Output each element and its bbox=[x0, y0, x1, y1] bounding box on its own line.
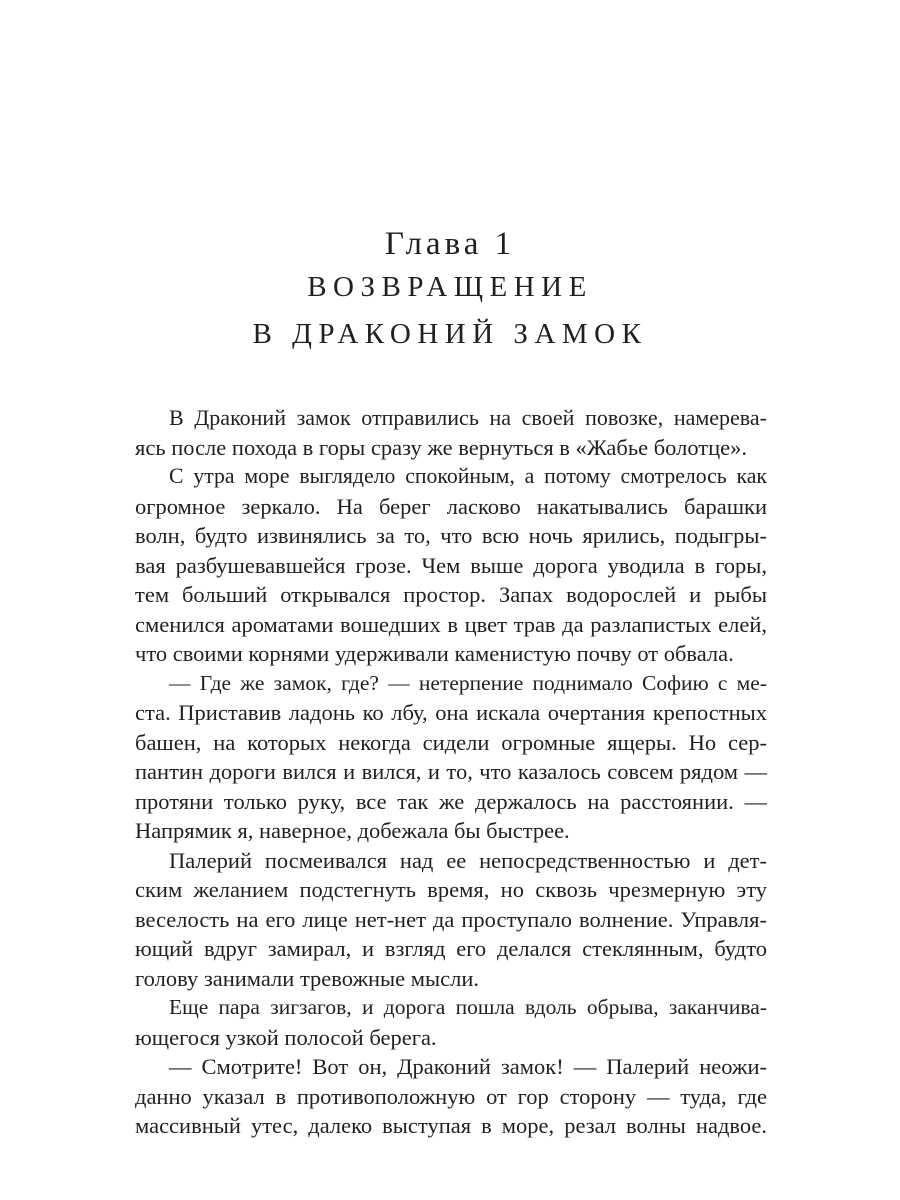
text-line: волн, будто извинялись за то, что всю ночь ярились, подыгры- bbox=[135, 523, 767, 548]
text-line: голову занимали тревожные мысли. bbox=[135, 965, 480, 991]
text-line: В Драконий замок отправились на своей повозке, намерева- bbox=[169, 405, 767, 430]
text-line: тем больший открывался простор. Запах водорослей и рыбы bbox=[135, 582, 767, 607]
text-line: что своими корнями удерживали каменистую почву от обвала. bbox=[135, 641, 734, 666]
text-line: массивный утес, далеко выступая в море, резал волны надвое. bbox=[135, 1113, 767, 1138]
text-line: Палерий посмеивался над ее непосредственностью и дет- bbox=[169, 847, 767, 873]
text-line: ста. Приставив ладонь ко лбу, она искала очертания крепостных bbox=[135, 700, 767, 725]
chapter-title-line-1: ВОЗВРАЩЕНИЕ bbox=[307, 271, 593, 303]
chapter-title-line-2: В ДРАКОНИЙ ЗАМОК bbox=[252, 318, 648, 350]
text-line: протяни только руку, все так же держалось на расстоянии. — bbox=[135, 788, 767, 814]
text-line: — Где же замок, где? — нетерпение поднимало Софию с ме- bbox=[169, 670, 767, 695]
text-line: ющий вдруг замирал, и взгляд его делался стеклянным, будто bbox=[135, 936, 767, 961]
text-line: — Смотрите! Вот он, Драконий замок! — Палерий неожи- bbox=[169, 1054, 767, 1079]
chapter-body-text bbox=[135, 403, 767, 1141]
text-line: Напрямик я, наверное, добежала бы быстрее. bbox=[135, 818, 570, 843]
text-line: огромное зеркало. На берег ласково накатывались барашки bbox=[135, 493, 767, 519]
text-line: вая разбушевавшейся грозе. Чем выше дорога уводила в горы, bbox=[135, 552, 767, 578]
text-line: ским желанием подстегнуть время, но сквозь чрезмерную эту bbox=[135, 877, 767, 902]
text-line: ющегося узкой полосой берега. bbox=[135, 1024, 437, 1050]
text-line: ясь после похода в горы сразу же вернуться в «Жабье болотце». bbox=[135, 434, 748, 460]
text-line: сменился ароматами вошедших в цвет трав да разлапистых елей, bbox=[135, 611, 767, 637]
text-line: С утра море выглядело спокойным, а потому смотрелось как bbox=[169, 464, 767, 488]
text-line: веселость на его лице нет-нет да проступало волнение. Управля- bbox=[135, 906, 767, 932]
text-line: пантин дороги вился и вился, и то, что казалось совсем рядом — bbox=[135, 759, 767, 784]
chapter-number: Глава 1 bbox=[384, 226, 516, 262]
text-line: башен, на которых некогда сидели огромные ящеры. Но сер- bbox=[135, 729, 767, 755]
text-line: Еще пара зигзагов, и дорога пошла вдоль обрыва, заканчива- bbox=[169, 995, 767, 1019]
text-line: данно указал в противоположную от гор сторону — туда, где bbox=[135, 1083, 767, 1109]
